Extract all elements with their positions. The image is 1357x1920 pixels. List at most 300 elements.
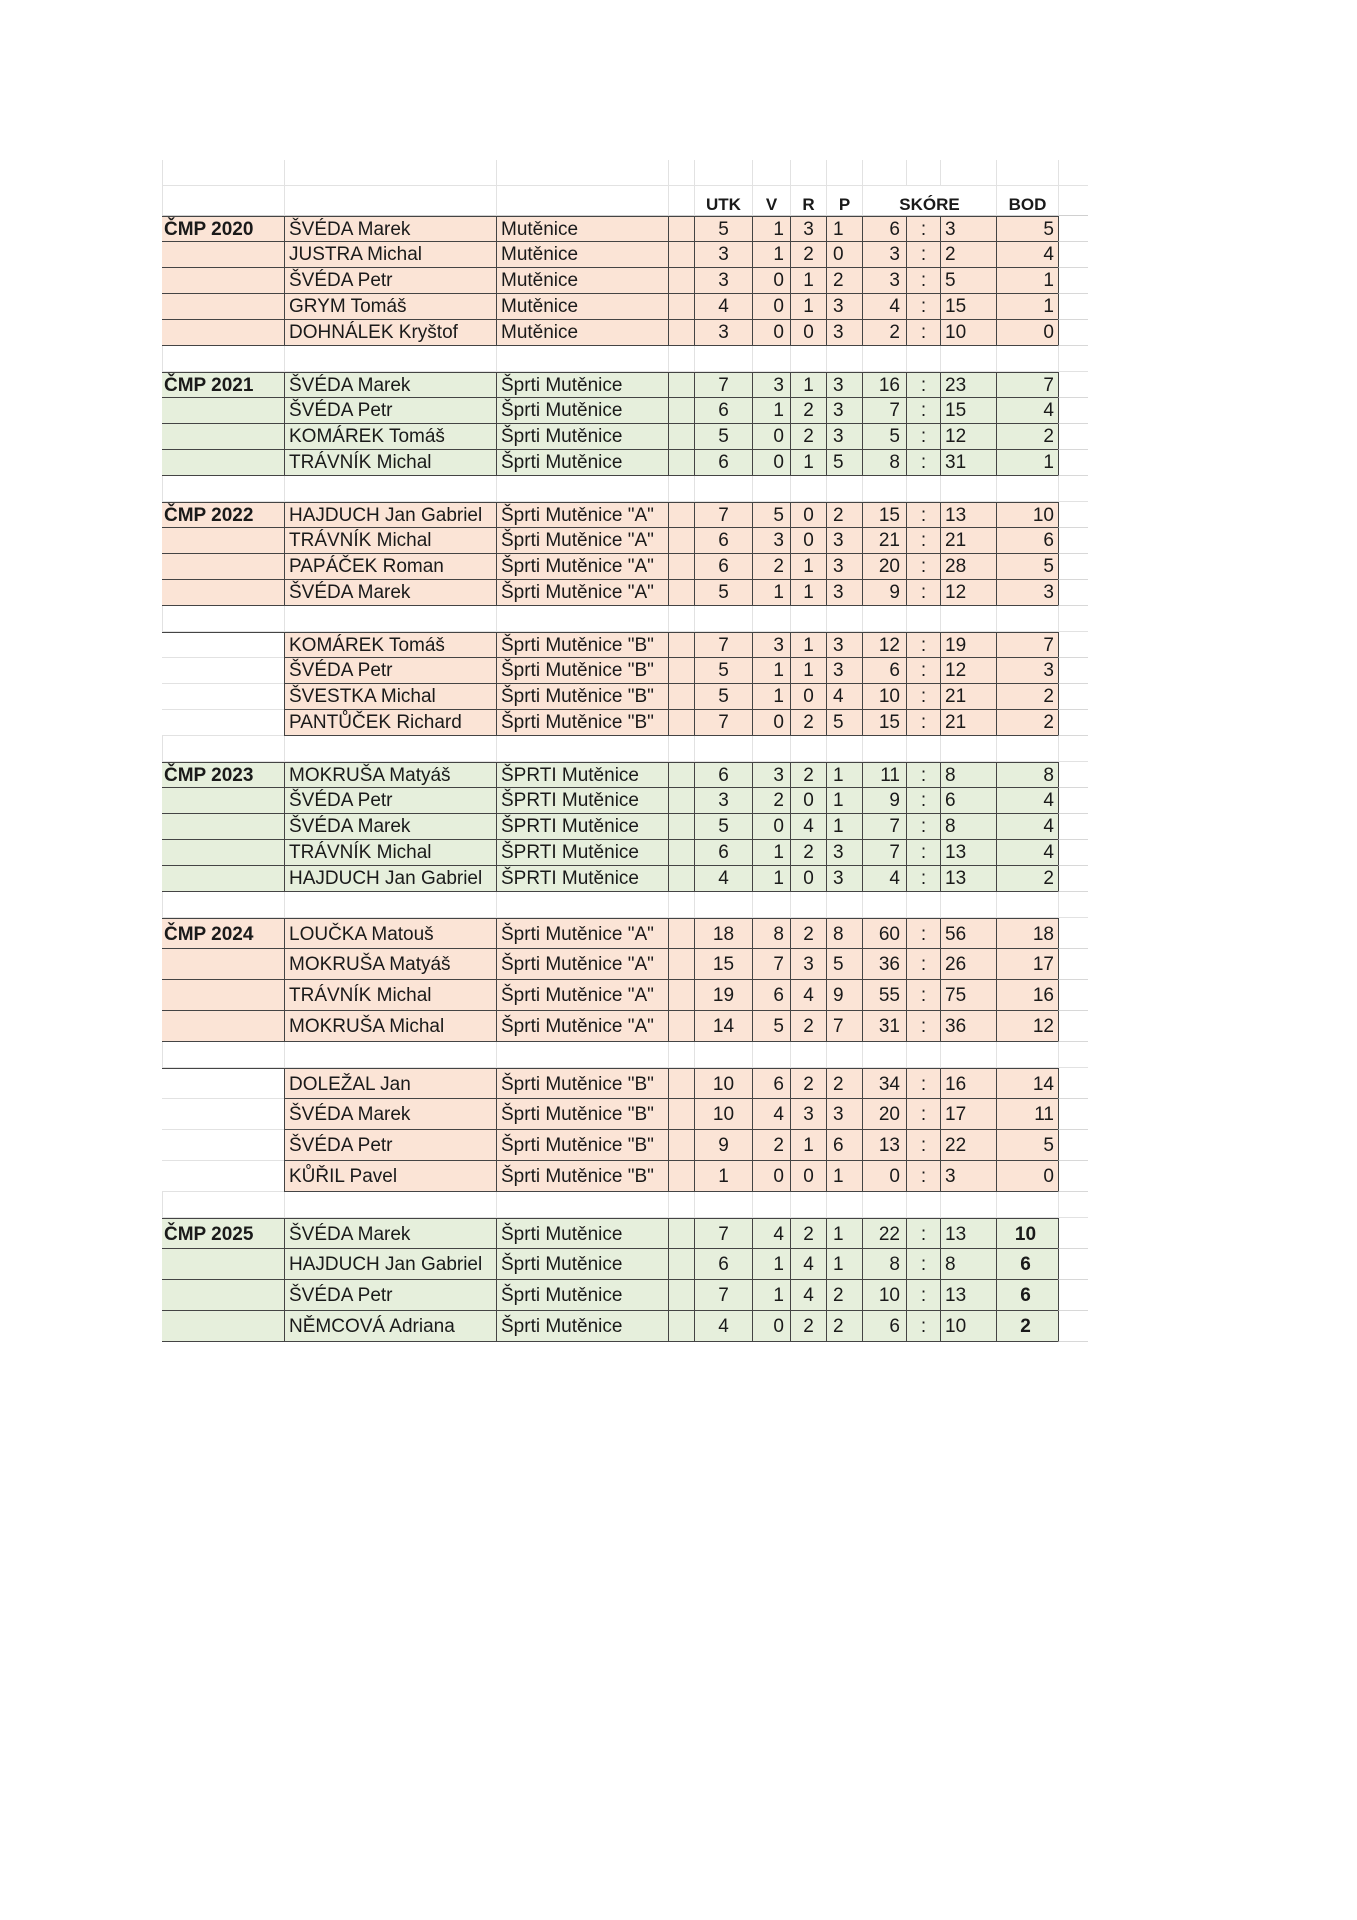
goals-against: 12: [940, 580, 996, 606]
draws: 2: [790, 918, 826, 949]
score-separator: :: [906, 372, 940, 398]
matches-played: 3: [694, 268, 752, 294]
player-name: DOLEŽAL Jan: [284, 1068, 496, 1099]
player-row: [162, 658, 1088, 684]
score-separator: :: [906, 528, 940, 554]
player-name: HAJDUCH Jan Gabriel: [284, 502, 496, 528]
score-separator: :: [906, 1249, 940, 1280]
matches-played: 15: [694, 949, 752, 980]
points: 2: [996, 710, 1058, 736]
season-label: [162, 1011, 284, 1042]
goals-for: 4: [862, 294, 906, 320]
wins: 5: [752, 502, 790, 528]
goals-for: 15: [862, 710, 906, 736]
player-name: ŠVÉDA Petr: [284, 1280, 496, 1311]
wins: 2: [752, 788, 790, 814]
draws: 2: [790, 762, 826, 788]
losses: 0: [826, 242, 862, 268]
goals-for: 34: [862, 1068, 906, 1099]
club-name: Šprti Mutěnice "A": [496, 580, 668, 606]
header-skore: SKÓRE: [862, 186, 996, 216]
goals-for: 5: [862, 424, 906, 450]
matches-played: 4: [694, 866, 752, 892]
season-label: [162, 528, 284, 554]
points: 16: [996, 980, 1058, 1011]
season-label: [162, 684, 284, 710]
score-separator: :: [906, 632, 940, 658]
club-name: Šprti Mutěnice "B": [496, 684, 668, 710]
goals-for: 15: [862, 502, 906, 528]
matches-played: 7: [694, 1218, 752, 1249]
matches-played: 7: [694, 1280, 752, 1311]
points: 3: [996, 658, 1058, 684]
losses: 1: [826, 1249, 862, 1280]
goals-for: 7: [862, 398, 906, 424]
wins: 0: [752, 1161, 790, 1192]
score-separator: :: [906, 949, 940, 980]
season-group: [162, 502, 1088, 606]
points: 10: [996, 502, 1058, 528]
goals-for: 9: [862, 580, 906, 606]
season-label: [162, 1099, 284, 1130]
goals-for: 11: [862, 762, 906, 788]
score-separator: :: [906, 502, 940, 528]
blank-cell: [668, 684, 694, 710]
club-name: Šprti Mutěnice "A": [496, 949, 668, 980]
club-name: ŠPRTI Mutěnice: [496, 788, 668, 814]
draws: 0: [790, 1161, 826, 1192]
matches-played: 3: [694, 788, 752, 814]
points: 7: [996, 632, 1058, 658]
club-name: Šprti Mutěnice: [496, 1280, 668, 1311]
club-name: Šprti Mutěnice "B": [496, 710, 668, 736]
score-separator: :: [906, 1280, 940, 1311]
club-name: Mutěnice: [496, 216, 668, 242]
goals-for: 4: [862, 866, 906, 892]
losses: 3: [826, 294, 862, 320]
player-row: [162, 450, 1088, 476]
points: 2: [996, 1311, 1058, 1342]
wins: 0: [752, 1311, 790, 1342]
score-separator: :: [906, 268, 940, 294]
season-label: [162, 814, 284, 840]
blank-cell: [668, 528, 694, 554]
points: 17: [996, 949, 1058, 980]
losses: 3: [826, 840, 862, 866]
player-row: [162, 684, 1088, 710]
blank-cell: [668, 788, 694, 814]
losses: 1: [826, 216, 862, 242]
club-name: Šprti Mutěnice "A": [496, 554, 668, 580]
player-row: [162, 866, 1088, 892]
season-label: ČMP 2022: [162, 502, 284, 528]
season-label: [162, 1068, 284, 1099]
blank-cell: [668, 1218, 694, 1249]
player-name: MOKRUŠA Matyáš: [284, 762, 496, 788]
score-separator: :: [906, 840, 940, 866]
player-row: [162, 372, 1088, 398]
player-name: KŮŘIL Pavel: [284, 1161, 496, 1192]
player-row: [162, 1161, 1088, 1192]
score-separator: :: [906, 980, 940, 1011]
player-name: DOHNÁLEK Kryštof: [284, 320, 496, 346]
score-separator: :: [906, 684, 940, 710]
points: 4: [996, 398, 1058, 424]
matches-played: 5: [694, 658, 752, 684]
goals-against: 23: [940, 372, 996, 398]
blank-cell: [668, 1311, 694, 1342]
goals-against: 6: [940, 788, 996, 814]
wins: 3: [752, 632, 790, 658]
player-row: [162, 1011, 1088, 1042]
player-name: ŠVÉDA Petr: [284, 398, 496, 424]
points: 11: [996, 1099, 1058, 1130]
club-name: Mutěnice: [496, 294, 668, 320]
losses: 5: [826, 450, 862, 476]
wins: 6: [752, 980, 790, 1011]
header-utk: UTK: [694, 186, 752, 216]
blank-cell: [668, 1161, 694, 1192]
score-separator: :: [906, 580, 940, 606]
points: 5: [996, 1130, 1058, 1161]
blank-cell: [668, 866, 694, 892]
player-row: [162, 710, 1088, 736]
blank-cell: [668, 658, 694, 684]
club-name: Šprti Mutěnice: [496, 372, 668, 398]
separator-row: [162, 476, 1088, 502]
matches-played: 1: [694, 1161, 752, 1192]
club-name: Šprti Mutěnice: [496, 424, 668, 450]
season-label: [162, 580, 284, 606]
losses: 1: [826, 788, 862, 814]
draws: 3: [790, 1099, 826, 1130]
points: 7: [996, 372, 1058, 398]
points: 4: [996, 814, 1058, 840]
matches-played: 6: [694, 398, 752, 424]
draws: 2: [790, 1011, 826, 1042]
draws: 2: [790, 1218, 826, 1249]
matches-played: 6: [694, 554, 752, 580]
blank-cell: [668, 294, 694, 320]
goals-against: 26: [940, 949, 996, 980]
goals-for: 8: [862, 1249, 906, 1280]
goals-for: 13: [862, 1130, 906, 1161]
goals-against: 12: [940, 424, 996, 450]
goals-for: 10: [862, 684, 906, 710]
player-name: ŠVÉDA Petr: [284, 788, 496, 814]
goals-for: 3: [862, 242, 906, 268]
player-row: [162, 242, 1088, 268]
season-group: [162, 216, 1088, 346]
points: 0: [996, 320, 1058, 346]
score-separator: :: [906, 294, 940, 320]
goals-against: 13: [940, 502, 996, 528]
player-name: HAJDUCH Jan Gabriel: [284, 866, 496, 892]
blank-cell: [668, 580, 694, 606]
score-separator: :: [906, 1011, 940, 1042]
matches-played: 4: [694, 1311, 752, 1342]
player-row: [162, 398, 1088, 424]
draws: 1: [790, 1130, 826, 1161]
goals-for: 6: [862, 1311, 906, 1342]
points: 4: [996, 840, 1058, 866]
season-group: [162, 918, 1088, 1042]
losses: 2: [826, 1311, 862, 1342]
goals-against: 10: [940, 320, 996, 346]
season-label: [162, 710, 284, 736]
player-name: ŠVÉDA Petr: [284, 268, 496, 294]
score-separator: :: [906, 762, 940, 788]
player-name: ŠVÉDA Petr: [284, 658, 496, 684]
player-name: KOMÁREK Tomáš: [284, 632, 496, 658]
draws: 0: [790, 866, 826, 892]
goals-for: 20: [862, 554, 906, 580]
points: 6: [996, 528, 1058, 554]
goals-for: 8: [862, 450, 906, 476]
goals-against: 15: [940, 398, 996, 424]
season-label: [162, 949, 284, 980]
matches-played: 5: [694, 684, 752, 710]
blank-cell: [668, 840, 694, 866]
draws: 0: [790, 528, 826, 554]
club-name: ŠPRTI Mutěnice: [496, 814, 668, 840]
separator-row: [162, 1042, 1088, 1068]
losses: 5: [826, 710, 862, 736]
goals-against: 5: [940, 268, 996, 294]
goals-against: 10: [940, 1311, 996, 1342]
goals-against: 22: [940, 1130, 996, 1161]
wins: 0: [752, 320, 790, 346]
points: 4: [996, 242, 1058, 268]
club-name: Šprti Mutěnice "B": [496, 1099, 668, 1130]
points: 3: [996, 580, 1058, 606]
draws: 1: [790, 554, 826, 580]
player-name: ŠVÉDA Marek: [284, 1218, 496, 1249]
matches-played: 4: [694, 294, 752, 320]
goals-for: 55: [862, 980, 906, 1011]
goals-for: 60: [862, 918, 906, 949]
draws: 4: [790, 1280, 826, 1311]
score-separator: :: [906, 398, 940, 424]
goals-for: 21: [862, 528, 906, 554]
goals-for: 3: [862, 268, 906, 294]
goals-against: 21: [940, 528, 996, 554]
club-name: Šprti Mutěnice "B": [496, 1161, 668, 1192]
player-name: PANTŮČEK Richard: [284, 710, 496, 736]
losses: 2: [826, 1280, 862, 1311]
blank-cell: [668, 1068, 694, 1099]
goals-for: 6: [862, 216, 906, 242]
season-group: [162, 1068, 1088, 1192]
club-name: ŠPRTI Mutěnice: [496, 840, 668, 866]
player-name: JUSTRA Michal: [284, 242, 496, 268]
points: 2: [996, 866, 1058, 892]
matches-played: 7: [694, 632, 752, 658]
score-separator: :: [906, 1068, 940, 1099]
draws: 0: [790, 502, 826, 528]
goals-for: 7: [862, 840, 906, 866]
goals-for: 22: [862, 1218, 906, 1249]
blank-cell: [668, 762, 694, 788]
goals-for: 10: [862, 1280, 906, 1311]
points: 1: [996, 450, 1058, 476]
club-name: Šprti Mutěnice "B": [496, 658, 668, 684]
season-label: ČMP 2020: [162, 216, 284, 242]
season-label: [162, 424, 284, 450]
losses: 6: [826, 1130, 862, 1161]
score-separator: :: [906, 918, 940, 949]
player-name: TRÁVNÍK Michal: [284, 528, 496, 554]
points: 5: [996, 216, 1058, 242]
season-label: ČMP 2023: [162, 762, 284, 788]
losses: 3: [826, 424, 862, 450]
player-row: [162, 502, 1088, 528]
season-groups: [162, 216, 1088, 1342]
club-name: Mutěnice: [496, 268, 668, 294]
losses: 9: [826, 980, 862, 1011]
goals-against: 56: [940, 918, 996, 949]
draws: 2: [790, 424, 826, 450]
matches-played: 3: [694, 242, 752, 268]
season-label: ČMP 2024: [162, 918, 284, 949]
blank-cell: [668, 424, 694, 450]
draws: 1: [790, 658, 826, 684]
points: 4: [996, 788, 1058, 814]
player-row: [162, 980, 1088, 1011]
season-label: [162, 450, 284, 476]
score-separator: :: [906, 658, 940, 684]
club-name: Mutěnice: [496, 242, 668, 268]
player-name: MOKRUŠA Matyáš: [284, 949, 496, 980]
club-name: Šprti Mutěnice "B": [496, 1068, 668, 1099]
wins: 1: [752, 216, 790, 242]
blank-cell: [668, 1249, 694, 1280]
player-row: [162, 918, 1088, 949]
goals-against: 21: [940, 710, 996, 736]
player-row: [162, 216, 1088, 242]
points: 6: [996, 1249, 1058, 1280]
wins: 0: [752, 268, 790, 294]
player-name: TRÁVNÍK Michal: [284, 840, 496, 866]
draws: 1: [790, 450, 826, 476]
matches-played: 5: [694, 814, 752, 840]
blank-cell: [668, 502, 694, 528]
score-separator: :: [906, 554, 940, 580]
draws: 3: [790, 949, 826, 980]
draws: 1: [790, 268, 826, 294]
score-separator: :: [906, 216, 940, 242]
losses: 8: [826, 918, 862, 949]
wins: 2: [752, 1130, 790, 1161]
wins: 1: [752, 242, 790, 268]
player-row: [162, 1311, 1088, 1342]
matches-played: 7: [694, 372, 752, 398]
losses: 3: [826, 398, 862, 424]
goals-for: 20: [862, 1099, 906, 1130]
wins: 5: [752, 1011, 790, 1042]
club-name: Šprti Mutěnice: [496, 1311, 668, 1342]
points: 18: [996, 918, 1058, 949]
club-name: ŠPRTI Mutěnice: [496, 866, 668, 892]
wins: 1: [752, 1249, 790, 1280]
header-bod: BOD: [996, 186, 1058, 216]
score-separator: :: [906, 242, 940, 268]
losses: 2: [826, 268, 862, 294]
player-name: ŠVÉDA Marek: [284, 814, 496, 840]
goals-against: 75: [940, 980, 996, 1011]
losses: 3: [826, 632, 862, 658]
player-row: [162, 1130, 1088, 1161]
wins: 7: [752, 949, 790, 980]
draws: 0: [790, 684, 826, 710]
blank-cell: [668, 1011, 694, 1042]
losses: 2: [826, 502, 862, 528]
matches-played: 10: [694, 1068, 752, 1099]
season-label: [162, 242, 284, 268]
season-label: [162, 268, 284, 294]
season-group: [162, 632, 1088, 736]
score-separator: :: [906, 1099, 940, 1130]
player-name: HAJDUCH Jan Gabriel: [284, 1249, 496, 1280]
wins: 3: [752, 528, 790, 554]
goals-for: 9: [862, 788, 906, 814]
player-name: ŠVESTKA Michal: [284, 684, 496, 710]
matches-played: 14: [694, 1011, 752, 1042]
club-name: Šprti Mutěnice "B": [496, 632, 668, 658]
goals-for: 36: [862, 949, 906, 980]
goals-against: 3: [940, 216, 996, 242]
score-separator: :: [906, 320, 940, 346]
draws: 1: [790, 632, 826, 658]
goals-against: 31: [940, 450, 996, 476]
player-row: [162, 632, 1088, 658]
wins: 4: [752, 1099, 790, 1130]
blank-cell: [668, 632, 694, 658]
wins: 3: [752, 762, 790, 788]
goals-against: 3: [940, 1161, 996, 1192]
player-row: [162, 294, 1088, 320]
season-label: [162, 1280, 284, 1311]
player-name: LOUČKA Matouš: [284, 918, 496, 949]
losses: 3: [826, 554, 862, 580]
points: 2: [996, 684, 1058, 710]
goals-for: 2: [862, 320, 906, 346]
matches-played: 6: [694, 450, 752, 476]
draws: 2: [790, 1068, 826, 1099]
header-r: R: [790, 186, 826, 216]
score-separator: :: [906, 710, 940, 736]
player-name: PAPÁČEK Roman: [284, 554, 496, 580]
goals-against: 17: [940, 1099, 996, 1130]
season-group: [162, 372, 1088, 476]
season-label: [162, 866, 284, 892]
club-name: Šprti Mutěnice "A": [496, 528, 668, 554]
player-name: ŠVÉDA Marek: [284, 580, 496, 606]
points: 2: [996, 424, 1058, 450]
player-name: TRÁVNÍK Michal: [284, 450, 496, 476]
header-row: [162, 186, 1088, 216]
player-name: KOMÁREK Tomáš: [284, 424, 496, 450]
points: 0: [996, 1161, 1058, 1192]
losses: 1: [826, 1161, 862, 1192]
goals-for: 7: [862, 814, 906, 840]
club-name: Šprti Mutěnice "B": [496, 1130, 668, 1161]
draws: 4: [790, 1249, 826, 1280]
losses: 5: [826, 949, 862, 980]
blank-cell: [668, 242, 694, 268]
losses: 2: [826, 1068, 862, 1099]
wins: 1: [752, 1280, 790, 1311]
